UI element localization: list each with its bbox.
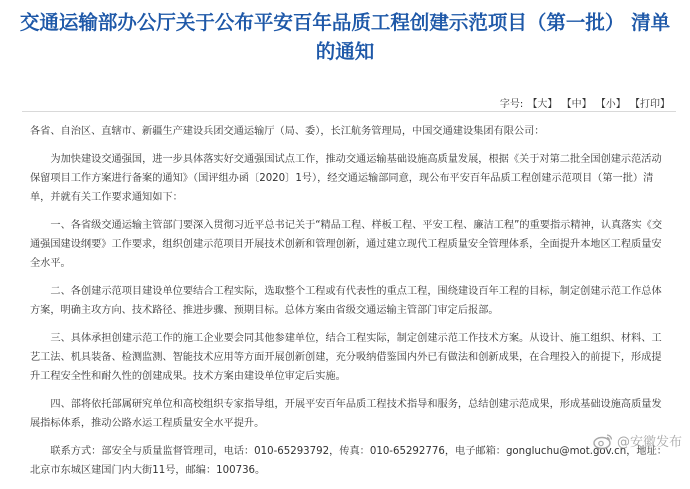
font-small-button[interactable]: 【小】 [595,99,626,110]
title-line-1: 交通运输部办公厅关于公布平安百年品质工程创建示范项目（第一批） 清单 [19,11,671,34]
header-divider [22,111,676,112]
font-large-button[interactable]: 【大】 [527,99,558,110]
print-button[interactable]: 【打印】 [630,99,670,110]
contact-paragraph: 联系方式：部安全与质量监督管理司，电话：010-65293792，传真：010-65292776，电子邮箱：gongluchu@mot.gov.cn，地址：北京市东城区建国门内大街11号，邮编：100736。 [30,446,667,476]
addressee: 各省、自治区、直辖市、新疆生产建设兵团交通运输厅（局、委），长江航务管理局，中国交通建设集团有限公司： [30,126,545,137]
item-3-paragraph: 三、具体承担创建示范工作的施工企业要会同其他参建单位，结合工程实际，制定创建示范工作技术方案。从设计、施工组织、材料、工艺工法、机具装备、检测监测、智能技术应用等方面开展创新创建，充分吸纳借鉴国内外已有做法和创新成果，在合理投入的前提下，形成提升工程安全性和耐久性的创建成果。技术方案由建设单位审定后实施。 [30,333,662,382]
watermark-text: @安徽发布 [616,435,682,450]
title-line-2: 的通知 [315,40,375,63]
document-body [30,122,668,489]
item-1-paragraph: 一、各省级交通运输主管部门要深入贯彻习近平总书记关于“精品工程、样板工程、平安工程、廉洁工程”的重要指示精神，认真落实《交通强国建设纲要》工作要求，组织创建示范项目开展技术创新和管理创新，通过建立现代工程质量安全管理体系，全面提升本地区工程质量安全水平。 [30,220,663,269]
intro-paragraph: 为加快建设交通强国，进一步具体落实好交通强国试点工作，推动交通运输基础设施高质量发展，根据《关于对第二批全国创建示范活动保留项目工作方案进行备案的通知》（国评组办函〔2020〕1号），经交通运输部同意，现公布平安百年品质工程创建示范项目（第一批）清单，并就有关工作要求通知如下： [30,154,662,203]
item-2-paragraph: 二、各创建示范项目建设单位要结合工程实际，选取整个工程或有代表性的重点工程，围绕建设百年工程的目标，制定创建示范工作总体方案，明确主攻方向、技术路径、推进步骤、预期目标。总体方案由省级交通运输主管部门审定后报部。 [30,286,662,316]
watermark [593,431,682,450]
font-size-label: 字号: [499,99,524,110]
weibo-icon [593,433,613,449]
page-title [10,8,680,66]
font-medium-button[interactable]: 【中】 [561,99,592,110]
item-4-paragraph: 四、部将依托部属研究单位和高校组织专家指导组，开展平安百年品质工程技术指导和服务，总结创建示范成果，形成基础设施高质量发展指标体系，推动公路水运工程质量安全水平提升。 [30,399,662,429]
font-size-toolbar [500,95,670,110]
